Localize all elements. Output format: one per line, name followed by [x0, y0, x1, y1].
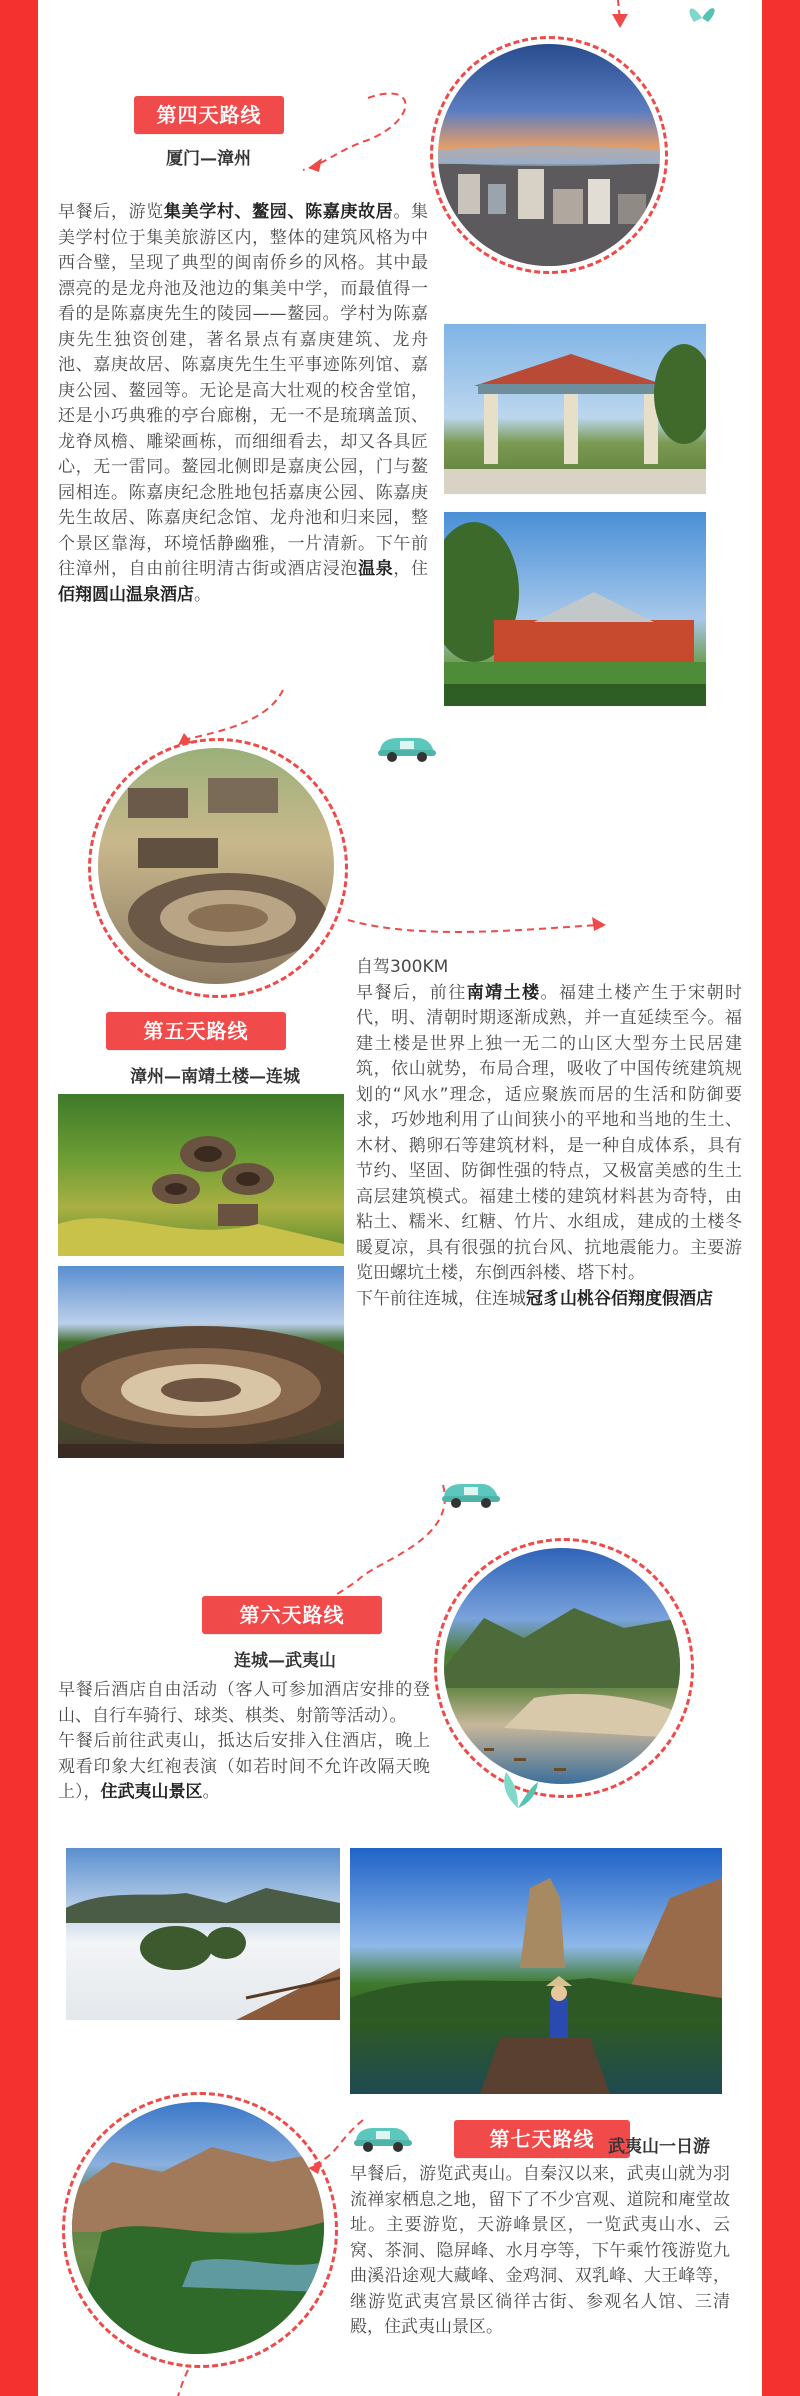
sea-of-clouds-photo	[66, 1848, 340, 2020]
day7-text: 早餐后，游览武夷山。自秦汉以来，武夷山就为羽流禅家栖息之地，留下了不少宫观、道院和庵堂故址。主要游览，天游峰景区，一览武夷山水、云窝、茶洞、隐屏峰、水月亭等，下午乘竹筏游览九曲溪沿途观大藏峰、金鸡洞、双乳峰、大王峰等，继游览武夷宫景区徜徉古街、参观名人馆、三清殿，住武夷山景区。	[350, 2164, 730, 2337]
day6-text: 早餐后酒店自由活动（客人可参加酒店安排的登山、自行车骑行、球类、棋类、射箭等活动）。 午餐后前往武夷山，抵达后安排入住酒店，晚上观看印象大红袍表演（如若时间不允许改隔天晚上），住武夷山景区。	[58, 1680, 430, 1802]
tulou-cluster-photo	[58, 1094, 344, 1256]
jimei-gate-photo	[444, 324, 706, 494]
bamboo-raft-photo	[350, 1848, 722, 2094]
plant-icon	[496, 1766, 540, 1810]
day7-route: 武夷山一日游	[608, 2137, 710, 2157]
itinerary-page	[38, 0, 762, 2396]
day6-route: 连城—武夷山	[234, 1651, 336, 1671]
wuyi-peaks-photo	[72, 2102, 324, 2354]
day4-text: 早餐后，游览集美学村、鳌园、陈嘉庚故居。集美学村位于集美旅游区内，整体的建筑风格为中西合璧，呈现了典型的闽南侨乡的风格。其中最漂亮的是龙舟池及池边的集美中学，而最值得一看的是陈嘉庚先生的陵园——鳌园。学村为陈嘉庚先生独资创建，著名景点有嘉庚建筑、龙舟池、嘉庚故居、陈嘉庚先生生平事迹陈列馆、嘉庚公园、鳌园等。无论是高大壮观的校舍堂馆，还是小巧典雅的亭台廊榭，无一不是琉璃盖顶、龙脊凤檐、雕梁画栋，而细细看去，却又各具匠心，无一雷同。鳌园北侧即是嘉庚公园，门与鳌园相连。陈嘉庚纪念胜地包括嘉庚公园、陈嘉庚先生故居、陈嘉庚纪念馆、龙舟池和归来园，整个景区靠海，环境恬静幽雅，一片清新。下午前往漳州，自由前往明清古街或酒店浸泡温泉，住佰翔圆山温泉酒店。	[58, 202, 429, 605]
day4-tag: 第四天路线	[134, 96, 284, 134]
day5-text: 自驾300KM 早餐后，前往南靖土楼。福建土楼产生于宋朝时代，明、清朝时期逐渐成熟，并一直延续至今。福建土楼是世界上独一无二的山区大型夯土民居建筑，依山就势，布局合理，吸收了中国传统建筑规划的“风水”理念，适应聚族而居的生活和防御要求，巧妙地利用了山间狭小的平地和当地的生土、木材、鹅卵石等建筑材料，是一种自成体系，具有节约、坚固、防御性强的特点，又极富美感的生土高层建筑模式。福建土楼的建筑材料甚为奇特，由粘土、糯米、红糖、竹片、水组成，建成的土楼冬暖夏凉，具有很强的抗台风、抗地震能力。主要游览田螺坑土楼，东倒西斜楼、塔下村。 下午前往连城，住连城冠豸山桃谷佰翔度假酒店	[356, 957, 743, 1309]
day7-tag: 第七天路线	[454, 2120, 630, 2158]
car-icon	[438, 1474, 502, 1508]
butterfly-icon	[684, 0, 720, 30]
day6-tag: 第六天路线	[202, 1596, 382, 1634]
jiageng-memorial-photo	[444, 512, 706, 706]
day5-route: 漳州—南靖土楼—连城	[130, 1067, 300, 1087]
day5-tag: 第五天路线	[106, 1012, 286, 1050]
car-icon	[350, 2118, 414, 2152]
tulou-aerial-photo	[98, 748, 334, 984]
xiamen-city-photo	[438, 44, 660, 266]
tulou-interior-photo	[58, 1266, 344, 1458]
wuyishan-river-photo	[444, 1548, 680, 1784]
car-icon	[374, 728, 438, 762]
day4-route: 厦门—漳州	[166, 149, 251, 169]
